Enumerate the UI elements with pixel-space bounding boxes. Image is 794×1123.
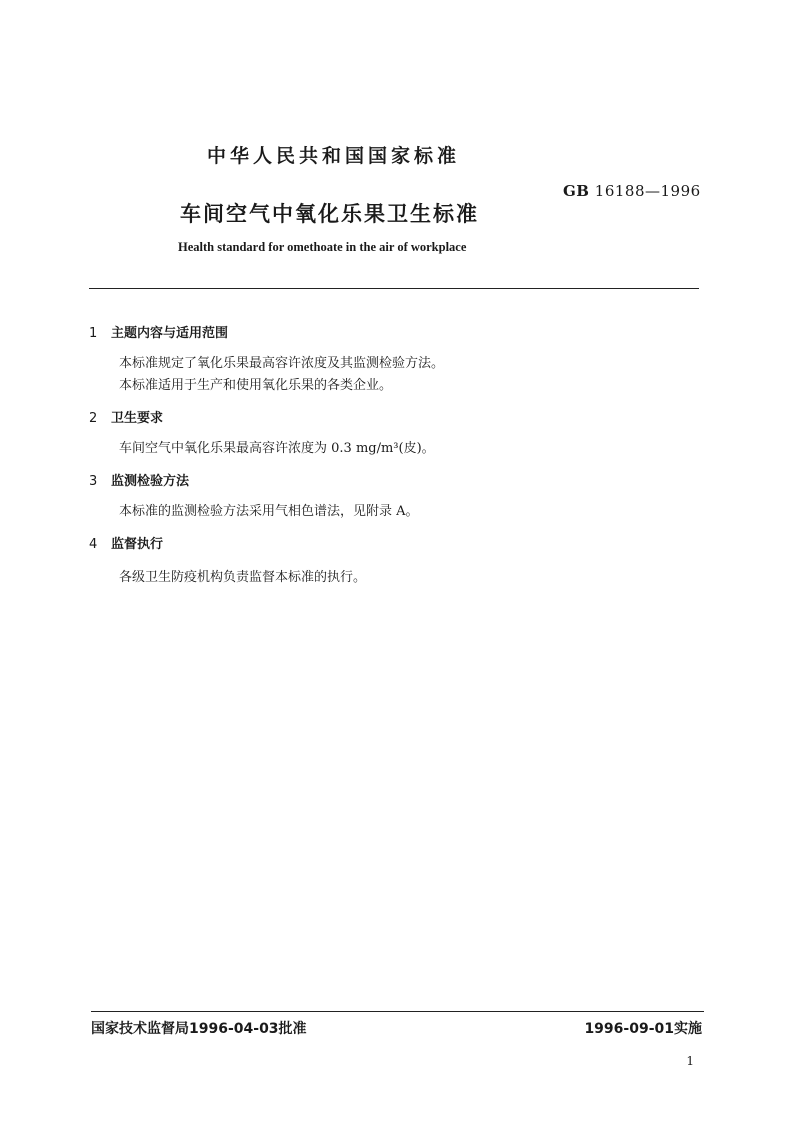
section-paragraph: 本标准的监测检验方法采用气相色谱法，见附录 A。 <box>119 504 419 519</box>
section-heading <box>89 407 163 426</box>
section-number: 3 <box>89 474 98 489</box>
standard-code <box>563 182 701 200</box>
standard-code-prefix: GB <box>563 182 590 200</box>
standard-code-number: 16188—1996 <box>594 182 701 200</box>
section-paragraph: 车间空气中氧化乐果最高容许浓度为 0.3 mg/m³(皮)。 <box>119 441 435 456</box>
page-number: 1 <box>686 1054 694 1068</box>
section-number: 2 <box>89 411 98 426</box>
section-heading <box>89 322 228 341</box>
section-number: 1 <box>89 326 98 341</box>
header-divider <box>89 288 699 289</box>
section-paragraph: 各级卫生防疫机构负责监督本标准的执行。 <box>119 570 367 585</box>
approval-line: 国家技术监督局1996-04-03批准 <box>91 1021 307 1037</box>
document-title-en: Health standard for omethoate in the air of workplace <box>178 240 467 254</box>
footer-divider <box>91 1011 704 1012</box>
section-title: 监督执行 <box>111 537 164 552</box>
section-paragraph: 本标准规定了氧化乐果最高容许浓度及其监测检验方法。 <box>119 356 445 371</box>
section-title: 卫生要求 <box>111 411 164 426</box>
section-heading <box>89 533 163 552</box>
section-paragraph: 本标准适用于生产和使用氧化乐果的各类企业。 <box>119 378 393 393</box>
document-title-cn: 车间空气中氧化乐果卫生标准 <box>180 202 479 226</box>
effective-date-line: 1996-09-01实施 <box>584 1021 702 1037</box>
section-title: 监测检验方法 <box>111 474 190 489</box>
national-standard-heading: 中华人民共和国国家标准 <box>207 145 461 167</box>
section-heading <box>89 470 189 489</box>
section-title: 主题内容与适用范围 <box>111 326 229 341</box>
section-number: 4 <box>89 537 98 552</box>
